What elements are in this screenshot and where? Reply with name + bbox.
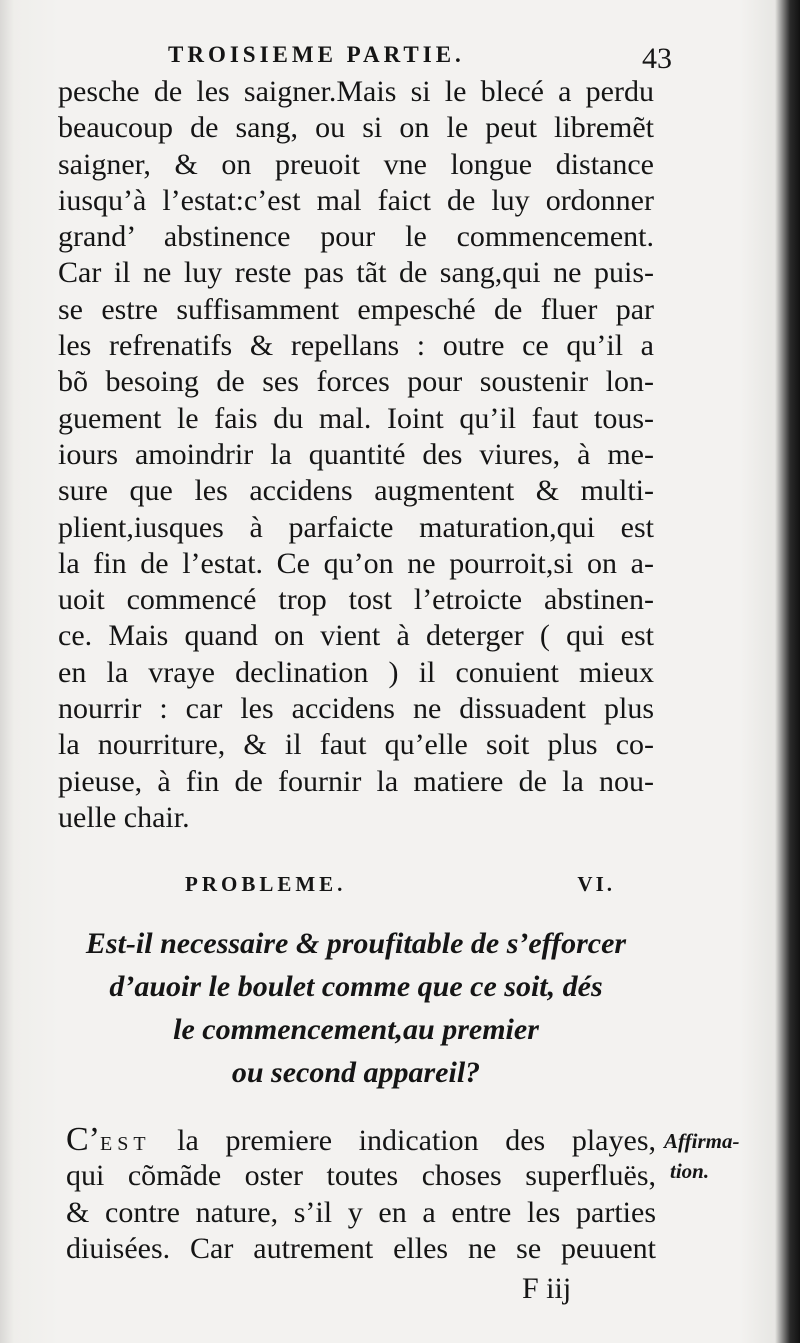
body-line: les refrenatifs & repellans : outre ce qu’il a bbox=[58, 329, 654, 363]
body-line: pieuse, à fin de fournir la matiere de la nou- bbox=[58, 764, 654, 798]
small-caps-word: EST bbox=[100, 1133, 151, 1155]
body-line: en la vraye declination ) il conuient mieux bbox=[58, 655, 654, 689]
problem-number: VI. bbox=[577, 872, 615, 896]
body-line: nourrir : car les accidens ne dissuadent plus bbox=[58, 692, 654, 726]
body-line: uoit commencé trop tost l’etroicte abstinen- bbox=[58, 583, 654, 617]
body-line: plient,iusques à parfaicte maturation,qui est bbox=[58, 510, 654, 544]
body-line: guement le fais du mal. Ioint qu’il faut tous- bbox=[58, 401, 654, 435]
problem-label: PROBLEME. bbox=[185, 872, 347, 896]
answer-line: & contre nature, s’il y en a entre les parties bbox=[66, 1195, 656, 1229]
margin-note-line: Affirma- bbox=[664, 1129, 740, 1153]
drop-capital: C’ bbox=[66, 1121, 100, 1158]
body-line: sure que les accidens augmentent & multi- bbox=[58, 474, 654, 508]
page-number: 43 bbox=[642, 42, 672, 75]
body-line: pesche de les saigner.Mais si le blecé a perdu bbox=[58, 75, 654, 108]
body-line: iusqu’à l’estat:c’est mal faict de luy ordonner bbox=[58, 183, 654, 217]
running-head bbox=[150, 40, 670, 74]
body-line: beaucoup de sang, ou si on le peut libremẽt bbox=[58, 111, 654, 145]
margin-note-line: tion. bbox=[670, 1159, 710, 1183]
margin-note bbox=[664, 1126, 784, 1186]
question-line: le commencement,au premier bbox=[173, 1013, 539, 1046]
body-line: ce. Mais quand on vient à deterger ( qui est bbox=[58, 619, 654, 653]
answer-text bbox=[66, 1122, 656, 1267]
running-head-title: TROISIEME PARTIE. bbox=[168, 42, 465, 67]
question-line: Est-il necessaire & proufitable de s’efforcer bbox=[85, 927, 627, 960]
question-line: d’auoir le boulet comme que ce soit, dés bbox=[109, 970, 603, 1003]
signature-mark: F iij bbox=[522, 1272, 572, 1305]
problem-heading bbox=[185, 872, 615, 904]
body-line: uelle chair. bbox=[58, 800, 190, 834]
answer-line: qui cõmãde oster toutes choses superfluës, bbox=[66, 1159, 656, 1193]
answer-first-line bbox=[66, 1122, 656, 1158]
body-line: Car il ne luy reste pas tãt de sang,qui ne puis- bbox=[58, 256, 654, 290]
body-line: saigner, & on preuoit vne longue distance bbox=[58, 147, 654, 181]
body-line: iours amoindrir la quantité des viures, à me- bbox=[58, 437, 654, 471]
body-line: bõ besoing de ses forces pour soustenir lon- bbox=[58, 365, 654, 399]
answer-line: diuisées. Car autrement elles ne se peuuent bbox=[66, 1231, 656, 1265]
question-line: ou second appareil? bbox=[231, 1056, 481, 1089]
body-line: la nourriture, & il faut qu’elle soit plus co- bbox=[58, 728, 654, 762]
body-line: la fin de l’estat. Ce qu’on ne pourroit,si on a- bbox=[58, 546, 654, 580]
body-line: se estre suffisamment empesché de fluer par bbox=[58, 292, 654, 326]
answer-first-line-rest: la premiere indication des playes, bbox=[150, 1124, 656, 1157]
body-line: grand’ abstinence pour le commencement. bbox=[58, 220, 654, 254]
body-text bbox=[58, 74, 654, 836]
problem-question bbox=[58, 922, 654, 1094]
